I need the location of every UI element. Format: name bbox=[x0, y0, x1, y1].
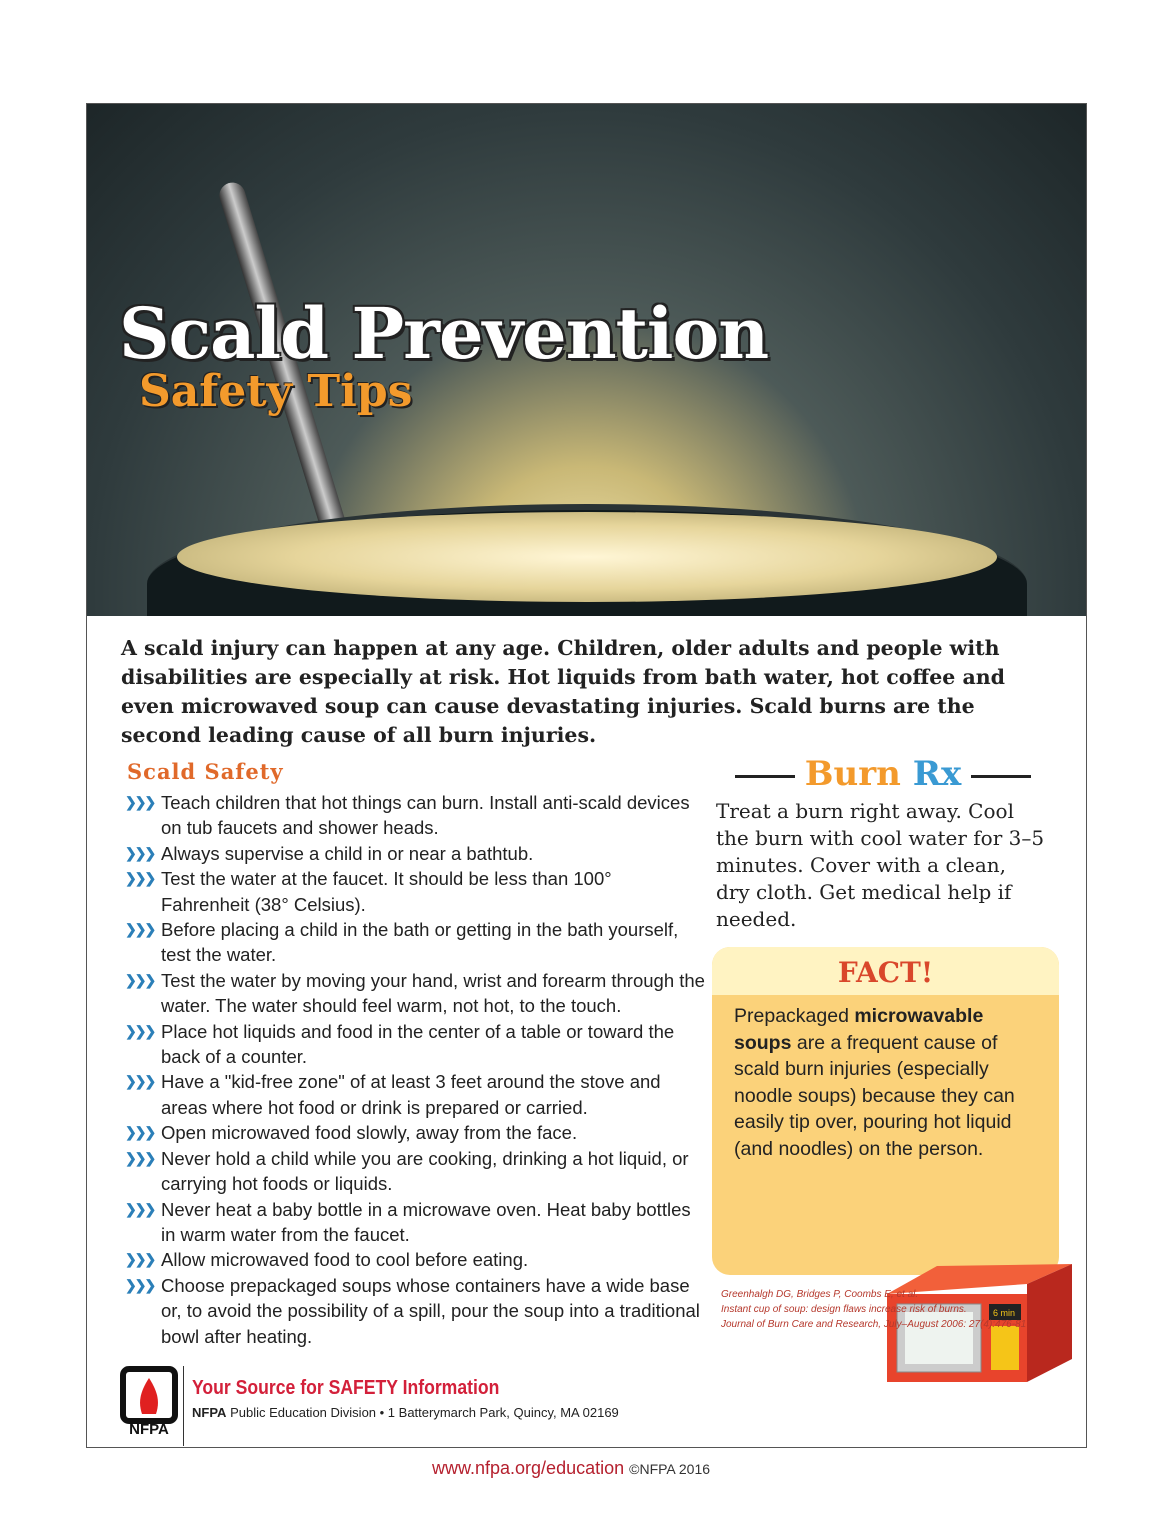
svg-text:NFPA: NFPA bbox=[129, 1421, 169, 1436]
tip-text: Allow microwaved food to cool before eating. bbox=[161, 1249, 529, 1271]
tip-text: Teach children that hot things can burn. Install anti-scald devices on tub faucets and shower heads. bbox=[161, 792, 690, 839]
tip-item bbox=[125, 841, 705, 866]
chevron-bullet-icon: ❯❯❯ bbox=[125, 1022, 155, 1039]
chevron-bullet-icon: ❯❯❯ bbox=[125, 1073, 155, 1090]
tip-text: Have a "kid-free zone" of at least 3 feet around the stove and areas where hot food or drink is prepared or carried. bbox=[161, 1071, 661, 1118]
nfpa-logo bbox=[120, 1366, 178, 1436]
footer bbox=[432, 1458, 710, 1479]
tip-item bbox=[125, 968, 705, 1019]
chevron-bullet-icon: ❯❯❯ bbox=[125, 1124, 155, 1141]
burn-rx-text: Treat a burn right away. Cool the burn with cool water for 3–5 minutes. Cover with a clean, dry cloth. Get medical help if needed. bbox=[716, 799, 1045, 931]
burn-rx-word2: Rx bbox=[912, 754, 962, 794]
tip-text: Test the water by moving your hand, wrist and forearm through the water. The water should feel warm, not hot, to the touch. bbox=[161, 969, 705, 1017]
logo-divider bbox=[183, 1366, 184, 1446]
tip-text: Choose prepackaged soups whose containers have a wide base or, to avoid the possibility of a spill, pour the soup into a traditional bowl after heating. bbox=[161, 1274, 700, 1347]
tip-item bbox=[125, 866, 705, 917]
hot-liquid-graphic bbox=[177, 512, 997, 602]
chevron-bullet-icon: ❯❯❯ bbox=[125, 844, 155, 861]
source-tagline: Your Source for SAFETY Information bbox=[192, 1377, 500, 1399]
chevron-bullet-icon: ❯❯❯ bbox=[125, 1200, 155, 1217]
chevron-bullet-icon: ❯❯❯ bbox=[125, 921, 155, 938]
chevron-bullet-icon: ❯❯❯ bbox=[125, 1276, 155, 1293]
fact-title: FACT! bbox=[712, 947, 1059, 995]
fact-box bbox=[712, 947, 1059, 1275]
chevron-bullet-icon: ❯❯❯ bbox=[125, 971, 155, 988]
burn-rx-word1: Burn bbox=[804, 754, 901, 794]
page-frame bbox=[86, 103, 1087, 1448]
tip-item bbox=[125, 1120, 705, 1145]
tip-text: Place hot liquids and food in the center of a table or toward the back of a counter. bbox=[161, 1020, 675, 1068]
fact-text: Prepackaged microwavable soups are a frequent cause of scald burn injuries (especially noodle soups) because they can easily tip over, pouring hot liquid (and noodles) on the person. bbox=[734, 1005, 1015, 1160]
footer-url-link[interactable]: www.nfpa.org/education bbox=[432, 1458, 625, 1478]
page-title: Scald Prevention bbox=[119, 292, 769, 375]
tip-item bbox=[125, 790, 705, 841]
chevron-bullet-icon: ❯❯❯ bbox=[125, 870, 155, 887]
tip-text: Always supervise a child in or near a bathtub. bbox=[161, 842, 534, 864]
tip-item bbox=[125, 1273, 705, 1349]
svg-text:6 min: 6 min bbox=[993, 1308, 1016, 1318]
tip-text: Never hold a child while you are cooking, drinking a hot liquid, or carrying hot foods or liquids. bbox=[161, 1147, 689, 1195]
chevron-bullet-icon: ❯❯❯ bbox=[125, 794, 155, 810]
tip-item bbox=[125, 1019, 705, 1070]
tip-item bbox=[125, 917, 705, 968]
copyright: ©NFPA 2016 bbox=[629, 1461, 711, 1477]
chevron-bullet-icon: ❯❯❯ bbox=[125, 1149, 155, 1166]
tip-text: Before placing a child in the bath or getting in the bath yourself, test the water. bbox=[161, 919, 679, 966]
tip-item bbox=[125, 1069, 705, 1120]
tip-text: Never heat a baby bottle in a microwave oven. Heat baby bottles in warm water from the faucet. bbox=[161, 1198, 691, 1245]
tips-list bbox=[125, 790, 705, 1349]
section-title: Scald Safety bbox=[127, 759, 284, 784]
tip-text: Open microwaved food slowly, away from the face. bbox=[161, 1122, 578, 1144]
burn-rx-heading bbox=[723, 754, 1043, 794]
page-subtitle: Safety Tips bbox=[139, 366, 413, 417]
citation: Greenhalgh DG, Bridges P, Coombs E, et al. Instant cup of soup: design flaws increase risk of burns. Journal of Burn Care and Research, July–August 2006: 27(4):476-81 bbox=[721, 1289, 1027, 1330]
tip-text: Test the water at the faucet. It should be less than 100° Fahrenheit (38° Celsius). bbox=[161, 868, 612, 915]
chevron-bullet-icon: ❯❯❯ bbox=[125, 1251, 155, 1268]
tip-item bbox=[125, 1197, 705, 1248]
intro-paragraph: A scald injury can happen at any age. Children, older adults and people with disabilities are especially at risk. Hot liquids from bath water, hot coffee and even microwaved soup can cause devastating injuries. Scald burns are the second leading cause of all burn injuries. bbox=[121, 636, 1005, 747]
address: NFPA Public Education Division • 1 Batterymarch Park, Quincy, MA 02169 bbox=[192, 1405, 619, 1420]
tip-item bbox=[125, 1146, 705, 1197]
tip-item bbox=[125, 1247, 705, 1272]
hero-image bbox=[87, 104, 1086, 616]
